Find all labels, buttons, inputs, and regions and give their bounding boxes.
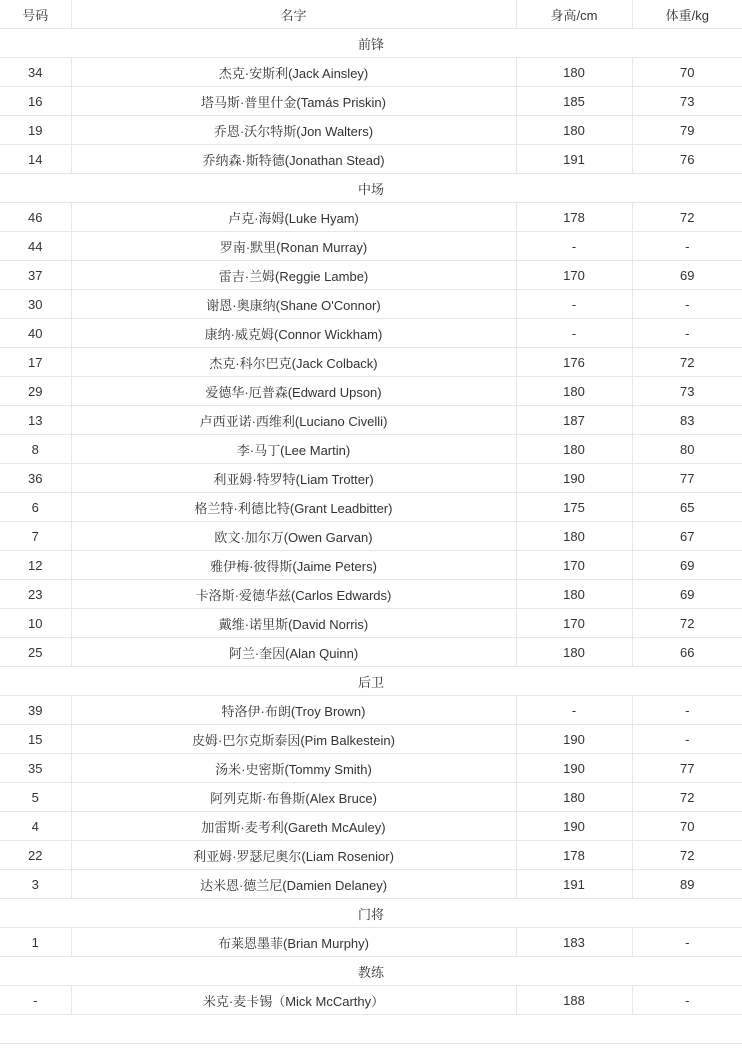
player-height: 180 — [516, 58, 632, 87]
section-label: 前锋 — [0, 29, 742, 58]
player-number: 10 — [0, 609, 71, 638]
player-name: 康纳·威克姆(Connor Wickham) — [71, 319, 516, 348]
player-number: 35 — [0, 754, 71, 783]
player-weight: 73 — [632, 87, 742, 116]
player-name: 戴维·诺里斯(David Norris) — [71, 609, 516, 638]
player-number: 4 — [0, 812, 71, 841]
player-number: 13 — [0, 406, 71, 435]
player-number: 40 — [0, 319, 71, 348]
player-row — [0, 609, 742, 638]
player-weight: 66 — [632, 638, 742, 667]
empty-footer-row — [0, 1015, 742, 1044]
player-weight: - — [632, 232, 742, 261]
player-weight: 69 — [632, 551, 742, 580]
player-number: 29 — [0, 377, 71, 406]
player-height: 187 — [516, 406, 632, 435]
player-height: 191 — [516, 145, 632, 174]
player-row — [0, 116, 742, 145]
player-row — [0, 58, 742, 87]
player-row — [0, 377, 742, 406]
player-number: - — [0, 986, 71, 1015]
player-number: 8 — [0, 435, 71, 464]
player-row — [0, 783, 742, 812]
player-name: 阿列克斯·布鲁斯(Alex Bruce) — [71, 783, 516, 812]
player-row — [0, 406, 742, 435]
player-row — [0, 522, 742, 551]
player-number: 34 — [0, 58, 71, 87]
player-number: 23 — [0, 580, 71, 609]
player-name: 加雷斯·麦考利(Gareth McAuley) — [71, 812, 516, 841]
player-number: 30 — [0, 290, 71, 319]
player-name: 罗南·默里(Ronan Murray) — [71, 232, 516, 261]
player-number: 46 — [0, 203, 71, 232]
player-name: 欧文·加尔万(Owen Garvan) — [71, 522, 516, 551]
player-name: 乔恩·沃尔特斯(Jon Walters) — [71, 116, 516, 145]
player-row — [0, 261, 742, 290]
player-height: - — [516, 319, 632, 348]
player-name: 雅伊梅·彼得斯(Jaime Peters) — [71, 551, 516, 580]
section-row — [0, 174, 742, 203]
player-weight: 69 — [632, 261, 742, 290]
player-height: 183 — [516, 928, 632, 957]
player-height: 170 — [516, 609, 632, 638]
player-name: 利亚姆·特罗特(Liam Trotter) — [71, 464, 516, 493]
player-weight: 72 — [632, 609, 742, 638]
section-row — [0, 667, 742, 696]
section-label: 后卫 — [0, 667, 742, 696]
player-weight: - — [632, 725, 742, 754]
player-weight: 69 — [632, 580, 742, 609]
player-height: - — [516, 696, 632, 725]
section-label: 中场 — [0, 174, 742, 203]
player-name: 格兰特·利德比特(Grant Leadbitter) — [71, 493, 516, 522]
player-height: 190 — [516, 725, 632, 754]
player-number: 17 — [0, 348, 71, 377]
player-weight: 70 — [632, 812, 742, 841]
player-height: 180 — [516, 580, 632, 609]
player-row — [0, 696, 742, 725]
player-row — [0, 435, 742, 464]
player-row — [0, 841, 742, 870]
player-name: 卡洛斯·爱德华兹(Carlos Edwards) — [71, 580, 516, 609]
player-name: 爱德华·厄普森(Edward Upson) — [71, 377, 516, 406]
player-name: 李·马丁(Lee Martin) — [71, 435, 516, 464]
player-weight: - — [632, 319, 742, 348]
player-height: 180 — [516, 522, 632, 551]
player-number: 19 — [0, 116, 71, 145]
player-number: 6 — [0, 493, 71, 522]
column-header-height: 身高/cm — [516, 0, 632, 29]
player-row — [0, 464, 742, 493]
player-row — [0, 754, 742, 783]
player-weight: 72 — [632, 203, 742, 232]
player-height: 180 — [516, 783, 632, 812]
player-weight: 76 — [632, 145, 742, 174]
player-name: 杰克·科尔巴克(Jack Colback) — [71, 348, 516, 377]
player-number: 44 — [0, 232, 71, 261]
player-weight: 77 — [632, 464, 742, 493]
player-row — [0, 986, 742, 1015]
player-number: 7 — [0, 522, 71, 551]
player-height: 191 — [516, 870, 632, 899]
player-height: 188 — [516, 986, 632, 1015]
player-weight: 72 — [632, 783, 742, 812]
player-height: 190 — [516, 812, 632, 841]
player-name: 利亚姆·罗瑟尼奥尔(Liam Rosenior) — [71, 841, 516, 870]
player-row — [0, 348, 742, 377]
player-name: 阿兰·奎因(Alan Quinn) — [71, 638, 516, 667]
section-row — [0, 29, 742, 58]
player-height: 178 — [516, 841, 632, 870]
player-height: 178 — [516, 203, 632, 232]
player-name: 卢克·海姆(Luke Hyam) — [71, 203, 516, 232]
player-number: 1 — [0, 928, 71, 957]
player-weight: 67 — [632, 522, 742, 551]
section-label: 教练 — [0, 957, 742, 986]
player-height: 180 — [516, 435, 632, 464]
player-number: 36 — [0, 464, 71, 493]
player-number: 12 — [0, 551, 71, 580]
player-height: 180 — [516, 116, 632, 145]
player-row — [0, 551, 742, 580]
player-height: 175 — [516, 493, 632, 522]
player-number: 25 — [0, 638, 71, 667]
player-weight: 83 — [632, 406, 742, 435]
player-name: 雷吉·兰姆(Reggie Lambe) — [71, 261, 516, 290]
player-name: 乔纳森·斯特德(Jonathan Stead) — [71, 145, 516, 174]
player-number: 14 — [0, 145, 71, 174]
player-name: 皮姆·巴尔克斯泰因(Pim Balkestein) — [71, 725, 516, 754]
column-header-number: 号码 — [0, 0, 71, 29]
player-number: 5 — [0, 783, 71, 812]
player-row — [0, 87, 742, 116]
player-row — [0, 812, 742, 841]
player-name: 布莱恩墨菲(Brian Murphy) — [71, 928, 516, 957]
player-number: 37 — [0, 261, 71, 290]
player-weight: - — [632, 928, 742, 957]
player-weight: 79 — [632, 116, 742, 145]
player-name: 米克·麦卡锡（Mick McCarthy） — [71, 986, 516, 1015]
player-weight: - — [632, 696, 742, 725]
player-height: - — [516, 232, 632, 261]
player-height: 176 — [516, 348, 632, 377]
player-row — [0, 928, 742, 957]
player-weight: 72 — [632, 348, 742, 377]
player-row — [0, 580, 742, 609]
column-header-name: 名字 — [71, 0, 516, 29]
player-row — [0, 870, 742, 899]
player-name: 卢西亚诺·西维利(Luciano Civelli) — [71, 406, 516, 435]
player-weight: 73 — [632, 377, 742, 406]
player-row — [0, 493, 742, 522]
player-name: 杰克·安斯利(Jack Ainsley) — [71, 58, 516, 87]
player-name: 特洛伊·布朗(Troy Brown) — [71, 696, 516, 725]
section-row — [0, 899, 742, 928]
player-height: 170 — [516, 261, 632, 290]
section-label: 门将 — [0, 899, 742, 928]
player-row — [0, 145, 742, 174]
player-weight: 70 — [632, 58, 742, 87]
player-weight: 80 — [632, 435, 742, 464]
empty-footer-cell — [0, 1015, 742, 1044]
player-number: 15 — [0, 725, 71, 754]
player-weight: 89 — [632, 870, 742, 899]
player-height: 180 — [516, 638, 632, 667]
player-number: 39 — [0, 696, 71, 725]
player-name: 谢恩·奥康纳(Shane O'Connor) — [71, 290, 516, 319]
player-weight: 65 — [632, 493, 742, 522]
header-row — [0, 0, 742, 29]
section-row — [0, 957, 742, 986]
player-height: 190 — [516, 464, 632, 493]
player-height: 180 — [516, 377, 632, 406]
player-weight: 77 — [632, 754, 742, 783]
player-name: 塔马斯·普里什金(Tamás Priskin) — [71, 87, 516, 116]
player-height: 185 — [516, 87, 632, 116]
player-name: 汤米·史密斯(Tommy Smith) — [71, 754, 516, 783]
column-header-weight: 体重/kg — [632, 0, 742, 29]
player-weight: - — [632, 986, 742, 1015]
player-height: 170 — [516, 551, 632, 580]
player-number: 16 — [0, 87, 71, 116]
player-row — [0, 203, 742, 232]
player-number: 3 — [0, 870, 71, 899]
player-row — [0, 638, 742, 667]
player-row — [0, 319, 742, 348]
player-row — [0, 232, 742, 261]
player-height: 190 — [516, 754, 632, 783]
player-number: 22 — [0, 841, 71, 870]
player-height: - — [516, 290, 632, 319]
player-name: 达米恩·德兰尼(Damien Delaney) — [71, 870, 516, 899]
player-weight: - — [632, 290, 742, 319]
player-row — [0, 725, 742, 754]
player-weight: 72 — [632, 841, 742, 870]
player-row — [0, 290, 742, 319]
